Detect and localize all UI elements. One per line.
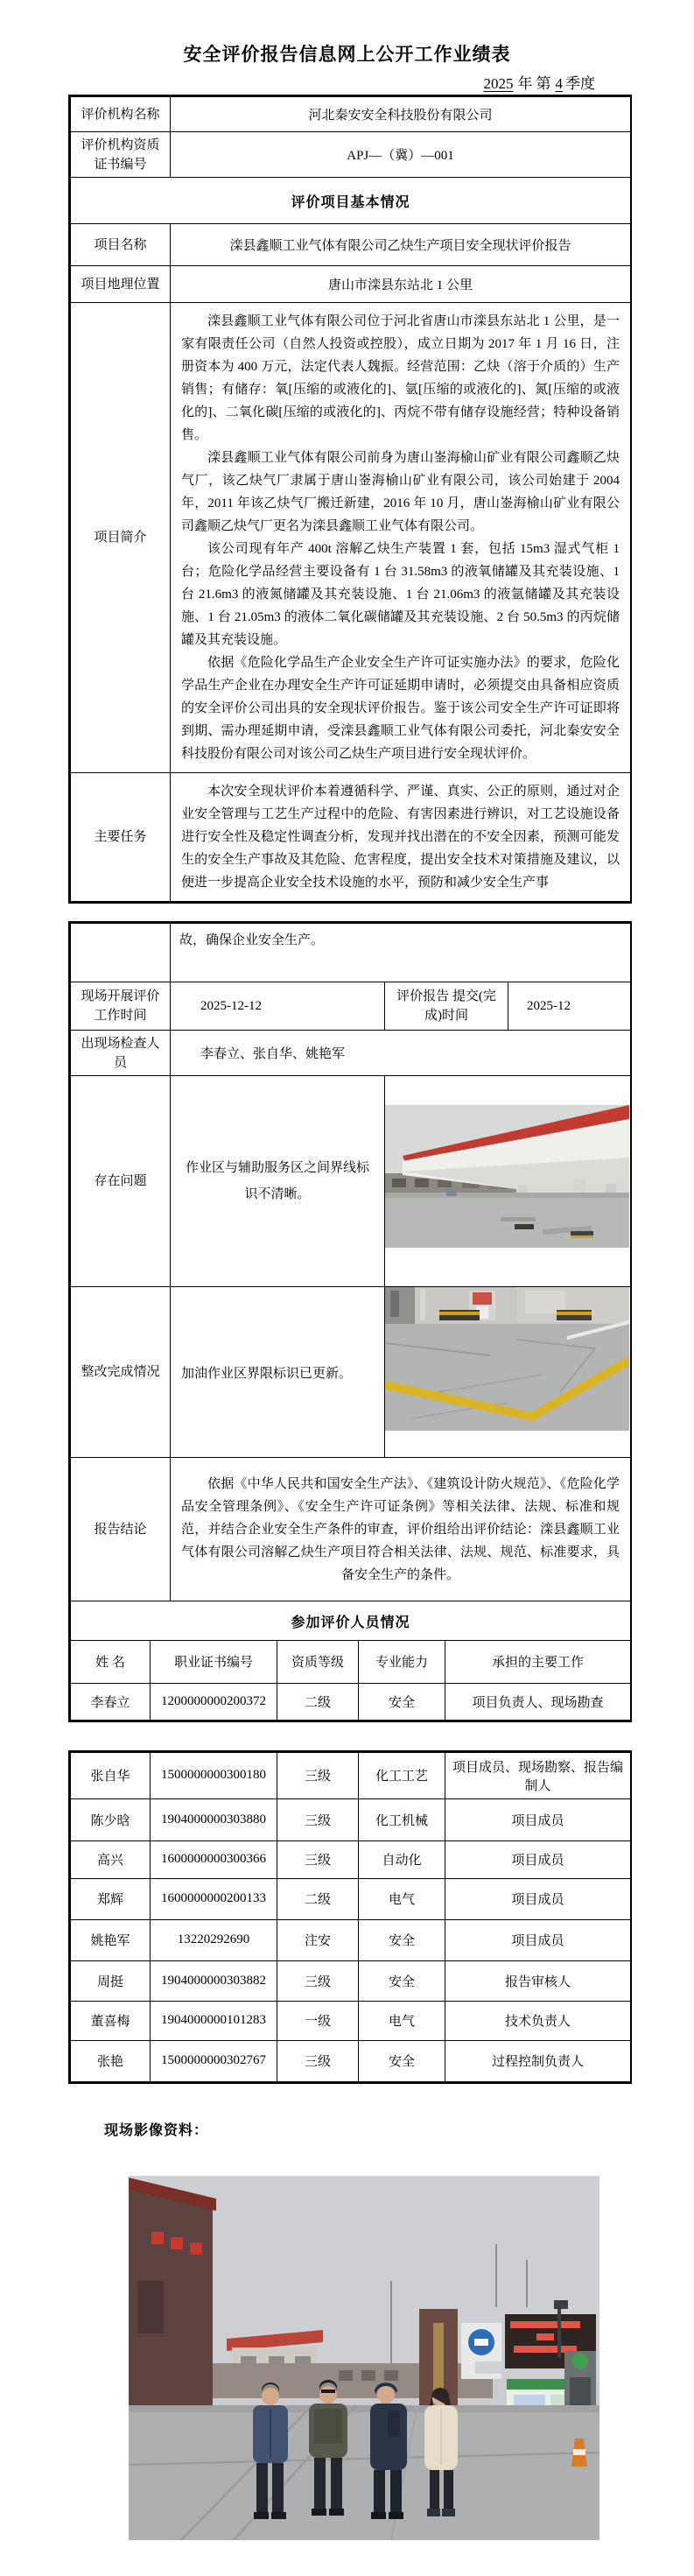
person-name: 张自华 <box>71 1752 151 1798</box>
table-row <box>71 1031 631 1076</box>
conclusion-label: 报告结论 <box>71 1458 171 1601</box>
person-level: 二级 <box>277 1683 359 1720</box>
table-row <box>71 773 631 902</box>
personnel-table-first <box>70 1641 631 1721</box>
task-continuation-value <box>171 924 631 982</box>
person-level: 三级 <box>277 1960 359 2001</box>
person-cert: 1904000000303882 <box>151 1960 277 2001</box>
problem-label: 存在问题 <box>71 1076 171 1287</box>
project-intro-label: 项目简介 <box>71 303 171 773</box>
personnel-row <box>71 1960 631 2001</box>
person-cert: 1200000000200372 <box>151 1683 277 1720</box>
col-name: 姓 名 <box>71 1641 151 1683</box>
personnel-row <box>71 2001 631 2040</box>
inspectors-value: 李春立、张自华、姚艳军 <box>171 1031 631 1076</box>
period-quarter-suffix: 季度 <box>565 75 595 92</box>
personnel-table-continued <box>68 1750 632 2084</box>
intro-paragraph: 滦县鑫顺工业气体有限公司位于河北省唐山市滦县东站北 1 公里，是一家有限责任公司（自然人投资或控股），成立日期为 2017 年 1 月 16 日，注册资本为 400 万元，法定代表人魏振。经营范围：乙炔（溶于介质的）生产销售；有储存：氧[压缩的或液化的]、氩[压缩的或液化的]、氮[压缩的或液化的]、二氧化碳[压缩的或液化的]、丙烷不带有储存设施经营；特种设备销售。 <box>181 314 620 442</box>
person-ability: 电气 <box>359 1878 445 1919</box>
rectification-value: 加油作业区界限标识已更新。 <box>171 1287 385 1458</box>
table-row <box>71 303 631 773</box>
work-detail-table <box>68 921 632 1722</box>
col-cert: 职业证书编号 <box>151 1641 277 1683</box>
personnel-header-row <box>71 1641 631 1683</box>
col-ability: 专业能力 <box>359 1641 445 1683</box>
page-title: 安全评价报告信息网上公开工作业绩表 <box>183 44 511 65</box>
team-photo-illustration <box>129 2176 599 2540</box>
person-cert: 1500000000302767 <box>151 2040 277 2081</box>
report-document <box>0 40 694 2576</box>
site-media-label: 现场影像资料： <box>104 2122 209 2138</box>
period-year-label: 年 <box>517 75 533 92</box>
main-task-label: 主要任务 <box>71 773 171 902</box>
personnel-section-header: 参加评价人员情况 <box>71 1601 631 1641</box>
gas-station-photo-illustration <box>385 1105 629 1248</box>
person-name: 郑辉 <box>71 1878 151 1919</box>
table-row <box>71 178 631 224</box>
project-name-value: 滦县鑫顺工业气体有限公司乙炔生产项目安全现状评价报告 <box>171 224 631 266</box>
person-name: 周挺 <box>71 1960 151 2001</box>
person-level: 三级 <box>277 1752 359 1798</box>
table-row <box>71 1601 631 1641</box>
yellow-line-photo-illustration <box>385 1287 629 1431</box>
rectification-photo <box>385 1287 631 1458</box>
org-name-label: 评价机构名称 <box>71 97 171 132</box>
period-year: 2025 <box>483 75 514 92</box>
person-work: 技术负责人 <box>445 2001 631 2040</box>
table-row <box>71 97 631 132</box>
personnel-row <box>71 1683 631 1720</box>
intro-paragraph: 滦县鑫顺工业气体有限公司前身为唐山崟海榆山矿业有限公司鑫顺乙炔气厂，该乙炔气厂隶属于唐山崟海榆山矿业有限公司，该公司始建于 2004 年，2011 年该乙炔气厂搬迁新建，2016 年 10 月，唐山崟海榆山矿业有限公司鑫顺乙炔气厂更名为滦县鑫顺工业气体有限公司。 <box>181 451 620 533</box>
project-name-label: 项目名称 <box>71 224 171 266</box>
submit-time-label: 评价报告 提交(完成)时间 <box>385 982 508 1031</box>
person-name: 姚艳军 <box>71 1919 151 1960</box>
project-section-header: 评价项目基本情况 <box>71 178 631 224</box>
person-level: 注安 <box>277 1919 359 1960</box>
person-level: 一级 <box>277 2001 359 2040</box>
period-quarter: 4 <box>555 75 563 92</box>
person-ability: 安全 <box>359 1683 445 1720</box>
person-ability: 电气 <box>359 2001 445 2040</box>
person-cert: 1600000000200133 <box>151 1878 277 1919</box>
table-row <box>71 266 631 303</box>
onsite-time-label: 现场开展评价 工作时间 <box>71 982 171 1031</box>
person-name: 李春立 <box>71 1683 151 1720</box>
period-quarter-prefix: 第 <box>536 75 551 92</box>
basic-info-table <box>68 95 632 904</box>
org-name-value: 河北秦安安全科技股份有限公司 <box>171 97 631 132</box>
col-work: 承担的主要工作 <box>445 1641 631 1683</box>
org-cert-value: APJ—（冀）—001 <box>171 132 631 178</box>
person-work: 项目成员 <box>445 1878 631 1919</box>
table-row <box>71 1458 631 1601</box>
submit-time-value: 2025-12 <box>508 982 631 1031</box>
personnel-row <box>71 1919 631 1960</box>
project-location-label: 项目地理位置 <box>71 266 171 303</box>
task-paragraph: 本次安全现状评价本着遵循科学、严谨、真实、公正的原则，通过对企业安全管理与工艺生产过程中的危险、有害因素进行辨识，对工艺设施设备进行安全性及稳定性调查分析，发现并找出潜在的不安全因素，预测可能发生的安全生产事故及其危险、危害程度，提出安全技术对策措施及建议，以便进一步提高企业安全技术设施的水平，预防和减少安全生产事 <box>181 785 620 890</box>
person-level: 三级 <box>277 1841 359 1878</box>
person-cert: 13220292690 <box>151 1919 277 1960</box>
person-name: 高兴 <box>71 1841 151 1878</box>
intro-paragraph: 该公司现有年产 400t 溶解乙炔生产装置 1 套，包括 15m3 湿式气柜 1 台；危险化学品经营主要设备有 1 台 31.58m3 的液氧储罐及其充装设施、1 台 21.6m3 的液氮储罐及其充装设施、1 台 21.06m3 的液氩储罐及其充装设施、1 台 21.05m3 的液体二氧化碳储罐及其充装设施、2 台 50.5m3 的丙烷储罐及其充装设施。 <box>181 542 620 647</box>
project-intro-value <box>171 303 631 773</box>
personnel-rows-body <box>71 1752 631 2081</box>
onsite-time-value: 2025-12-12 <box>171 982 385 1031</box>
person-cert: 1904000000303880 <box>151 1798 277 1841</box>
personnel-row <box>71 1841 631 1878</box>
person-work: 项目成员 <box>445 1798 631 1841</box>
conclusion-paragraph: 依据《中华人民共和国安全生产法》、《建筑设计防火规范》、《危险化学品安全管理条例》、《安全生产许可证条例》等相关法律、法规、标准和规范，并结合企业安全生产条件的审查，评价组给出评价结论：滦县鑫顺工业气体有限公司溶解乙炔生产项目符合相关法律、法规、规范、标准要求，具备安全生产的条件。 <box>181 1476 620 1582</box>
person-cert: 1904000000101283 <box>151 2001 277 2040</box>
table-row <box>71 132 631 178</box>
person-ability: 化工机械 <box>359 1798 445 1841</box>
report-period <box>0 71 595 90</box>
person-level: 三级 <box>277 2040 359 2081</box>
inspectors-label: 出现场检查人员 <box>71 1031 171 1076</box>
personnel-row <box>71 1878 631 1919</box>
person-name: 张艳 <box>71 2040 151 2081</box>
problem-photo <box>385 1076 631 1287</box>
personnel-row <box>71 2040 631 2081</box>
person-name: 陈少晗 <box>71 1798 151 1841</box>
person-ability: 自动化 <box>359 1841 445 1878</box>
site-photo <box>129 2176 599 2540</box>
person-ability: 化工工艺 <box>359 1752 445 1798</box>
personnel-row <box>71 1798 631 1841</box>
person-ability: 安全 <box>359 1919 445 1960</box>
table-row <box>71 982 631 1031</box>
rectification-label: 整改完成情况 <box>71 1287 171 1458</box>
org-cert-label: 评价机构资质证书编号 <box>71 132 171 178</box>
table-row <box>71 924 631 982</box>
project-location-value: 唐山市滦县东站北 1 公里 <box>171 266 631 303</box>
person-work: 项目成员 <box>445 1919 631 1960</box>
person-work: 项目负责人、现场勘查 <box>445 1683 631 1720</box>
page-break-gap <box>0 1722 694 1750</box>
conclusion-value <box>171 1458 631 1601</box>
intro-paragraph: 依据《危险化学品生产企业安全生产许可证实施办法》的要求，危险化学品生产企业在办理安全生产许可证延期申请时，必须提交由具备相应资质的安全评价公司出具的安全现状评价报告。鉴于该公司安全生产许可证即将到期、需办理延期申请，受滦县鑫顺工业气体有限公司委托，河北秦安安全科技股份有限公司对该公司乙炔生产项目进行安全现状评价。 <box>181 656 620 761</box>
task-continuation-label <box>71 924 171 982</box>
page-break-gap <box>0 904 694 921</box>
person-work: 过程控制负责人 <box>445 2040 631 2081</box>
person-level: 三级 <box>277 1798 359 1841</box>
person-ability: 安全 <box>359 1960 445 2001</box>
person-ability: 安全 <box>359 2040 445 2081</box>
table-row <box>71 1287 631 1458</box>
personnel-row <box>71 1752 631 1798</box>
person-cert: 1500000000300180 <box>151 1752 277 1798</box>
problem-value: 作业区与辅助服务区之间界线标识不清晰。 <box>171 1076 385 1287</box>
col-level: 资质等级 <box>277 1641 359 1683</box>
person-cert: 1600000000300366 <box>151 1841 277 1878</box>
person-work: 项目成员、现场勘察、报告编制人 <box>445 1752 631 1798</box>
table-row <box>71 1076 631 1287</box>
main-task-value <box>171 773 631 902</box>
task-continuation-text: 故，确保企业安全生产。 <box>179 933 325 947</box>
person-name: 董喜梅 <box>71 2001 151 2040</box>
person-level: 二级 <box>277 1878 359 1919</box>
table-row <box>71 224 631 266</box>
person-work: 报告审核人 <box>445 1960 631 2001</box>
person-work: 项目成员 <box>445 1841 631 1878</box>
